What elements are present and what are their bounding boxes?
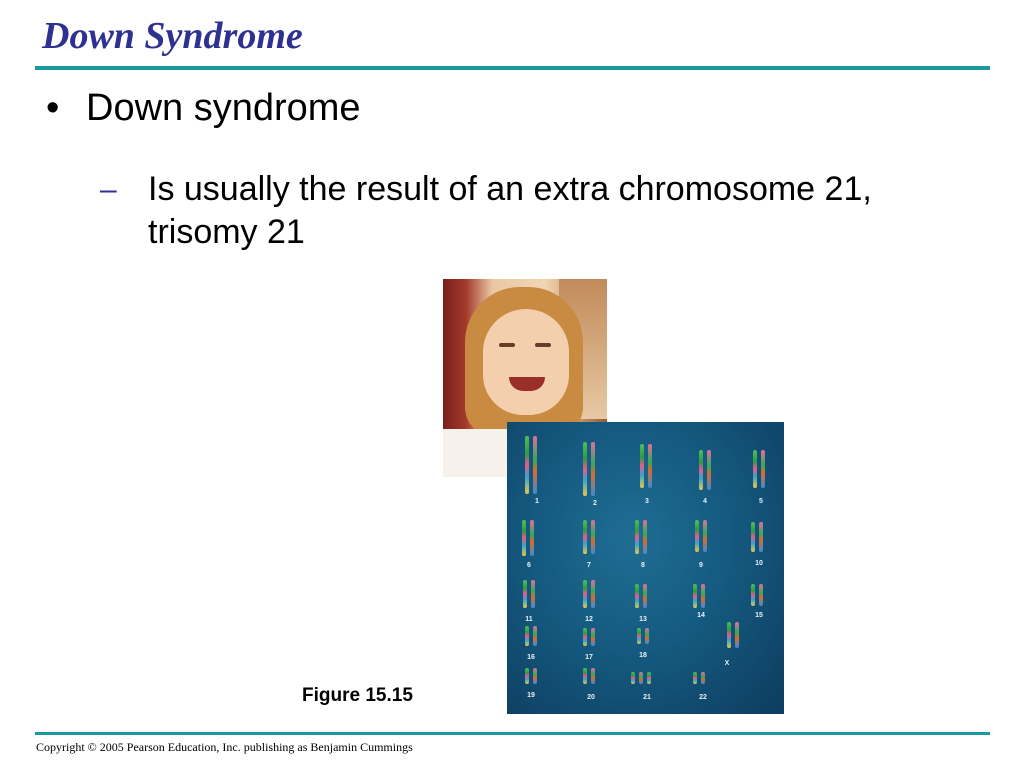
chromosome-number-label: 14: [697, 612, 705, 619]
chromosome-8-1: [635, 520, 639, 554]
chromosome-19-1: [525, 668, 529, 684]
chromosome-11-2: [531, 580, 535, 608]
chromosome-15-2: [759, 584, 763, 606]
chromosome-4-2: [707, 450, 711, 490]
chromosome-X-2: [735, 622, 739, 648]
chromosome-number-label: 18: [639, 652, 647, 659]
chromosome-5-2: [761, 450, 765, 488]
chromosome-9-1: [695, 520, 699, 552]
copyright-text: Copyright © 2005 Pearson Education, Inc. publishing as Benjamin Cummings: [36, 740, 413, 754]
chromosome-11-1: [523, 580, 527, 608]
chromosome-number-label: 19: [527, 692, 535, 699]
chromosome-1-2: [533, 436, 537, 494]
chromosome-18-1: [637, 628, 641, 644]
chromosome-7-2: [591, 520, 595, 554]
chromosome-16-1: [525, 626, 529, 646]
chromosome-20-1: [583, 668, 587, 684]
chromosome-8-2: [643, 520, 647, 554]
chromosome-number-label: 20: [587, 694, 595, 701]
chromosome-14-2: [701, 584, 705, 608]
chromosome-7-1: [583, 520, 587, 554]
chromosome-19-2: [533, 668, 537, 684]
figure-label: Figure 15.15: [302, 685, 413, 706]
chromosome-number-label: 8: [641, 562, 645, 569]
chromosome-number-label: 3: [645, 498, 649, 505]
chromosome-3-2: [648, 444, 652, 488]
chromosome-number-label: 5: [759, 498, 763, 505]
chromosome-number-label: 17: [585, 654, 593, 661]
chromosome-6-1: [522, 520, 526, 556]
chromosome-22-2: [701, 672, 705, 684]
chromosome-number-label: 4: [703, 498, 707, 505]
sub-bullet-item: [100, 168, 960, 254]
chromosome-10-1: [751, 522, 755, 552]
chromosome-X-1: [727, 622, 731, 648]
title-divider: [35, 66, 990, 70]
chromosome-12-1: [583, 580, 587, 608]
karyotype-image: [507, 422, 784, 714]
chromosome-15-1: [751, 584, 755, 606]
chromosome-20-2: [591, 668, 595, 684]
chromosome-number-label: 7: [587, 562, 591, 569]
chromosome-22-1: [693, 672, 697, 684]
chromosome-number-label: X: [724, 660, 730, 667]
chromosome-5-1: [753, 450, 757, 488]
chromosome-2-1: [583, 442, 587, 496]
chromosome-2-2: [591, 442, 595, 496]
chromosome-number-label: 2: [593, 500, 597, 507]
chromosome-number-label: 1: [535, 498, 539, 505]
chromosome-14-1: [693, 584, 697, 608]
chromosome-number-label: 21: [643, 694, 651, 701]
chromosome-13-1: [635, 584, 639, 608]
chromosome-number-label: 16: [527, 654, 535, 661]
chromosome-21-2: [639, 672, 643, 684]
bullet-text: Down syndrome: [86, 87, 361, 129]
chromosome-3-1: [640, 444, 644, 488]
chromosome-9-2: [703, 520, 707, 552]
chromosome-1-1: [525, 436, 529, 494]
chromosome-21-3: [647, 672, 651, 684]
chromosome-number-label: 10: [755, 560, 763, 567]
chromosome-21-1: [631, 672, 635, 684]
chromosome-number-label: 11: [525, 616, 533, 623]
chromosome-6-2: [530, 520, 534, 556]
chromosome-number-label: 13: [639, 616, 647, 623]
chromosome-10-2: [759, 522, 763, 552]
sub-bullet-dash-icon: –: [100, 173, 117, 206]
chromosome-number-label: 12: [585, 616, 593, 623]
chromosome-16-2: [533, 626, 537, 646]
chromosome-18-2: [645, 628, 649, 644]
bullet-item: [46, 84, 361, 132]
chromosome-17-2: [591, 628, 595, 646]
chromosome-number-label: 22: [699, 694, 707, 701]
chromosome-number-label: 15: [755, 612, 763, 619]
chromosome-13-2: [643, 584, 647, 608]
footer-divider: [35, 732, 990, 735]
chromosome-number-label: 9: [699, 562, 703, 569]
chromosome-12-2: [591, 580, 595, 608]
chromosome-4-1: [699, 450, 703, 490]
bullet-dot-icon: •: [46, 87, 60, 129]
chromosome-number-label: 6: [527, 562, 531, 569]
sub-bullet-text: Is usually the result of an extra chromosome 21, trisomy 21: [148, 170, 872, 251]
slide-title: Down Syndrome: [42, 15, 303, 57]
chromosome-17-1: [583, 628, 587, 646]
